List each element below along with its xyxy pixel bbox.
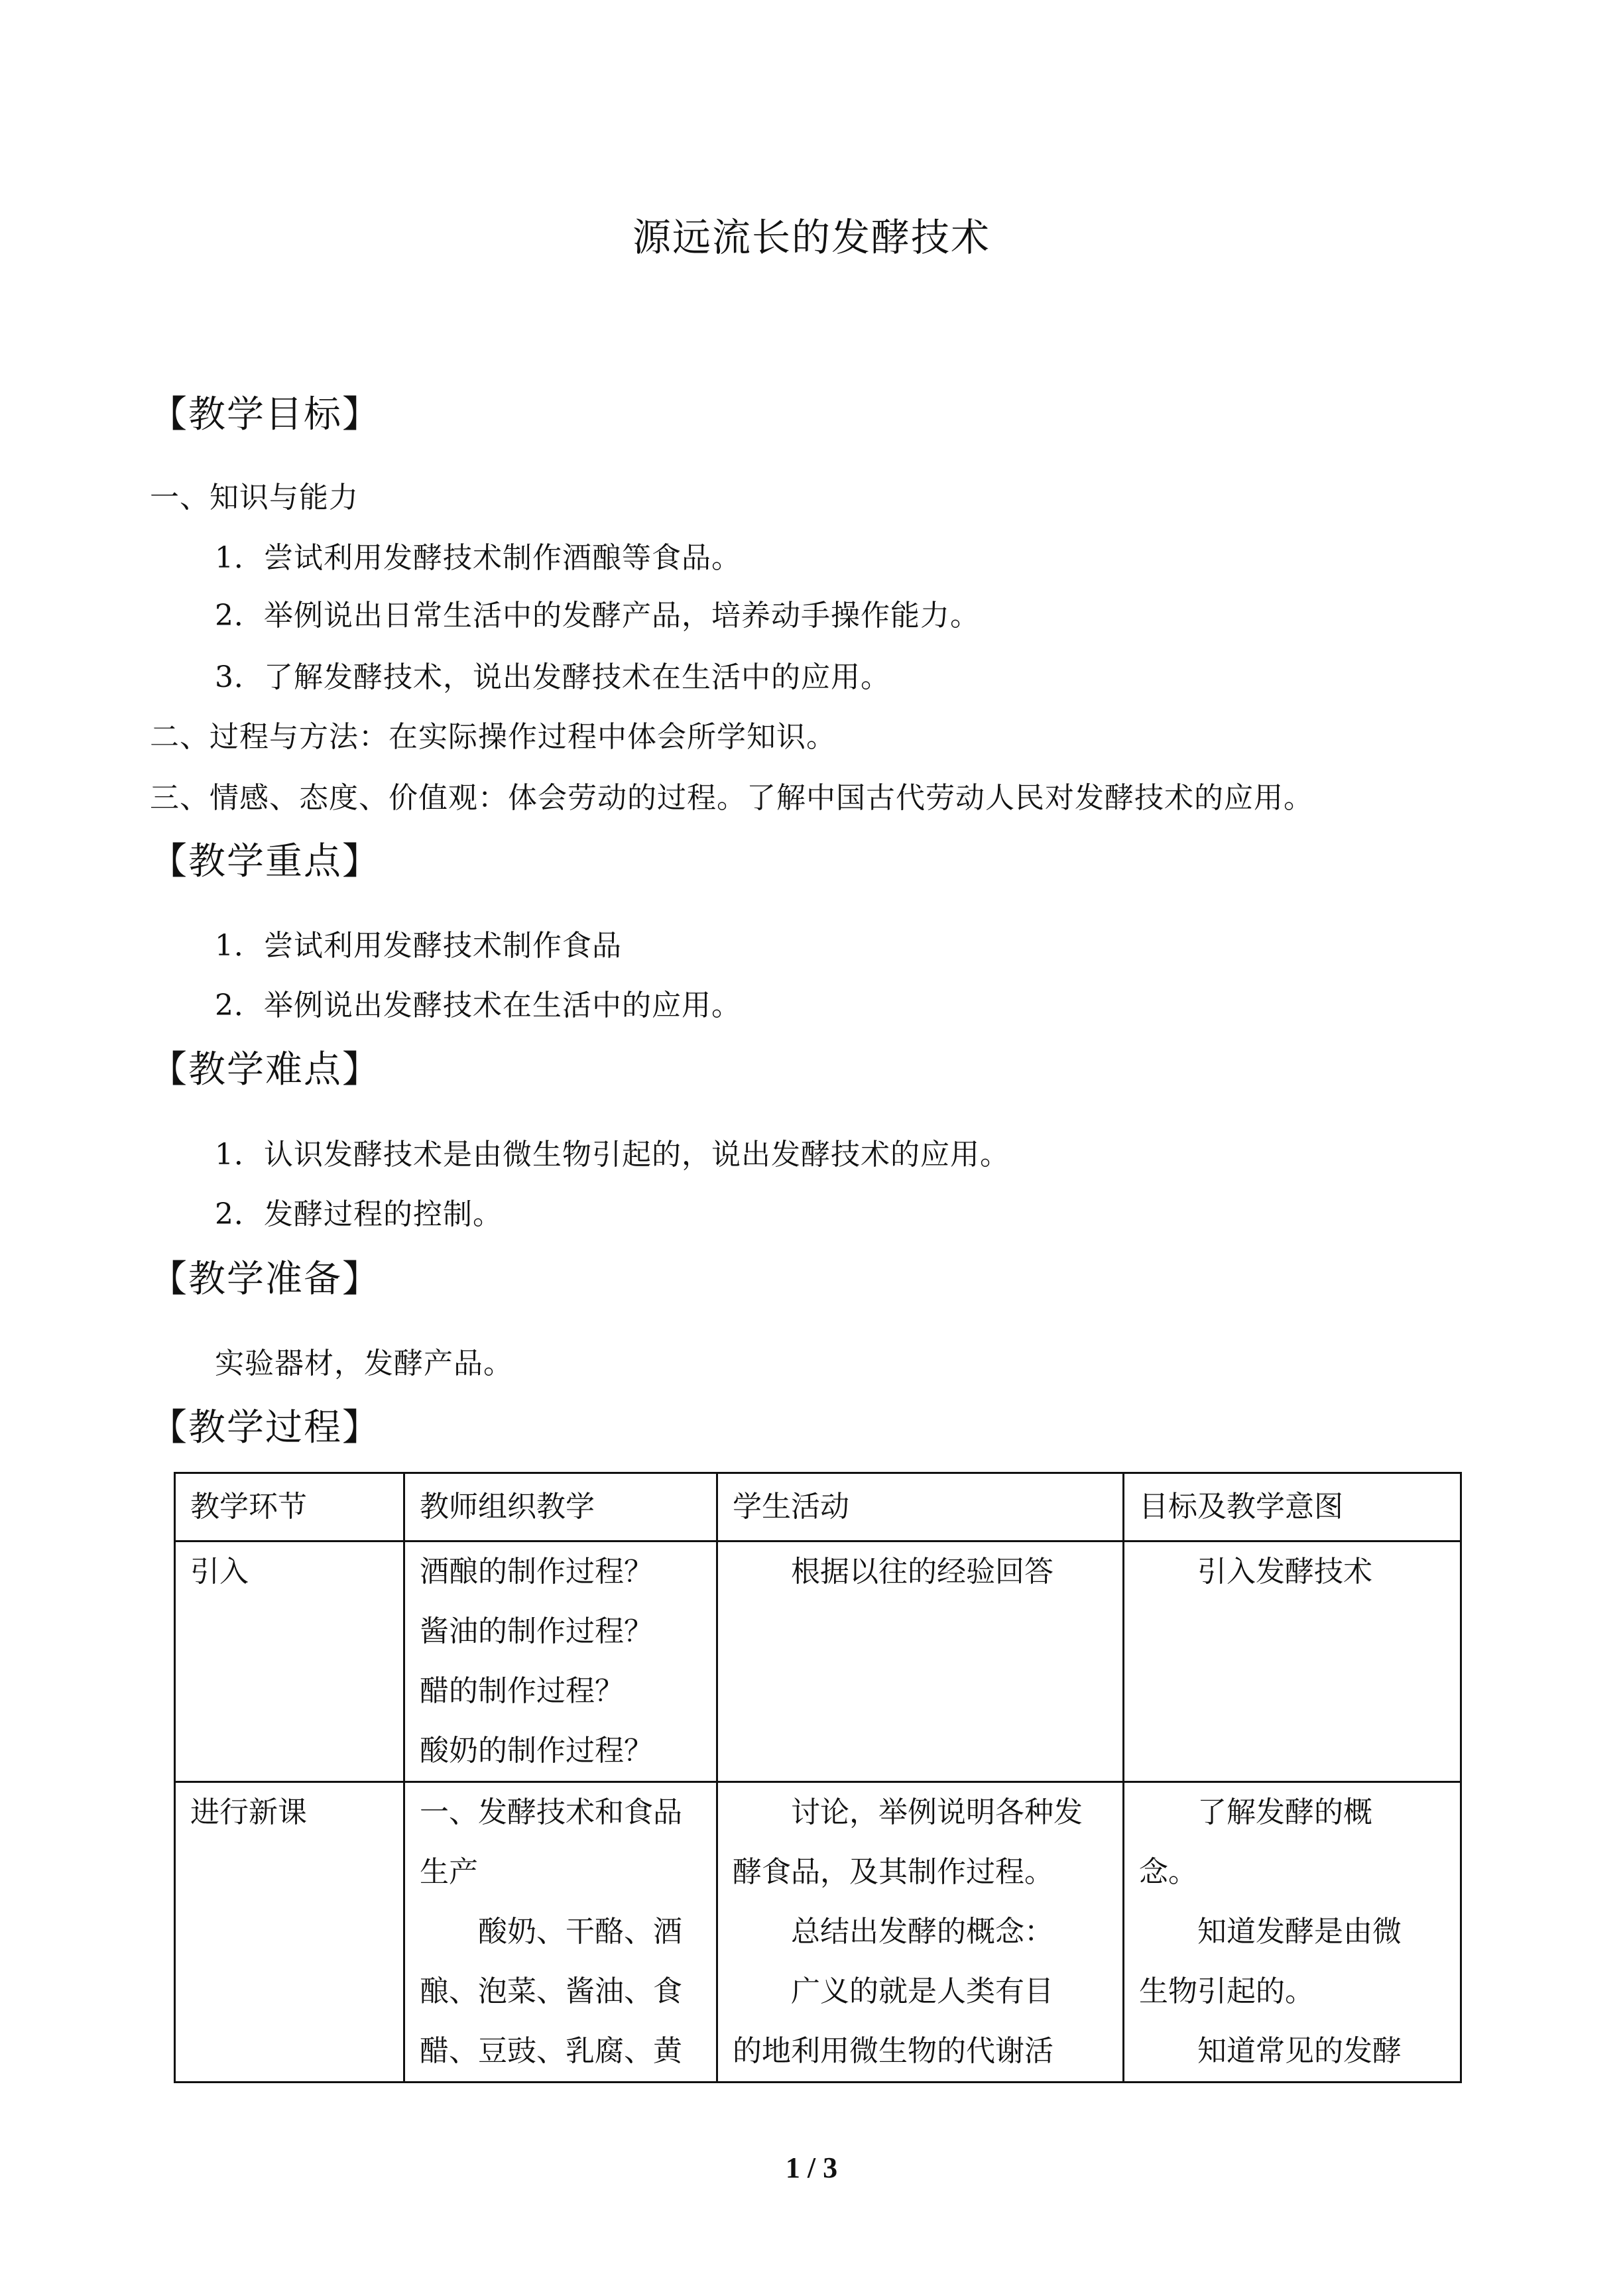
student-cell: [717, 1541, 1124, 1782]
key-points-heading: 【教学重点】: [150, 840, 381, 883]
cell-text: 广义的就是人类有目: [791, 1974, 1053, 2008]
column-header-stage: 教学环节: [175, 1473, 404, 1541]
key-point-item: 1．尝试利用发酵技术制作食品: [215, 929, 622, 963]
teaching-process-table: [174, 1472, 1462, 2083]
column-header-goal: 目标及教学意图: [1124, 1473, 1461, 1541]
objective-item: 3．了解发酵技术，说出发酵技术在生活中的应用。: [215, 660, 890, 694]
cell-text: 生物引起的。: [1139, 1974, 1314, 2008]
difficulty-item: 1．认识发酵技术是由微生物引起的，说出发酵技术的应用。: [215, 1138, 1010, 1172]
teacher-cell: [404, 1782, 717, 2083]
goal-cell: [1124, 1782, 1461, 2083]
cell-text: 知道发酵是由微: [1197, 1915, 1402, 1949]
cell-text: 根据以往的经验回答: [791, 1555, 1053, 1589]
cell-text: 一、发酵技术和食品: [420, 1795, 682, 1829]
column-header-student: 学生活动: [717, 1473, 1124, 1541]
cell-text: 醋的制作过程？: [420, 1674, 624, 1708]
table-header-row: [175, 1473, 1461, 1541]
cell-text: 生产: [420, 1855, 478, 1889]
cell-text: 总结出发酵的概念：: [791, 1915, 1053, 1949]
process-method-line: 二、过程与方法：在实际操作过程中体会所学知识。: [150, 720, 836, 754]
objective-item: 2．举例说出日常生活中的发酵产品，培养动手操作能力。: [215, 599, 980, 633]
preparation-text: 实验器材，发酵产品。: [215, 1347, 513, 1380]
cell-text: 酵食品，及其制作过程。: [733, 1855, 1053, 1889]
cell-text: 醋、豆豉、乳腐、黄: [420, 2034, 682, 2068]
difficulty-item: 2．发酵过程的控制。: [215, 1197, 503, 1231]
table-row: [175, 1541, 1461, 1782]
cell-text: 引入发酵技术: [1197, 1555, 1372, 1589]
preparation-heading: 【教学准备】: [150, 1258, 381, 1301]
cell-text: 知道常见的发酵: [1197, 2034, 1402, 2068]
student-cell: [717, 1782, 1124, 2083]
objective-item: 1．尝试利用发酵技术制作酒酿等食品。: [215, 541, 741, 575]
cell-text: 酸奶、干酪、酒: [478, 1915, 682, 1949]
emotion-line: 三、情感、态度、价值观：体会劳动的过程。了解中国古代劳动人民对发酵技术的应用。: [150, 781, 1313, 815]
cell-text: 酒酿的制作过程？: [420, 1555, 653, 1589]
cell-text: 酸奶的制作过程？: [420, 1734, 653, 1768]
stage-cell: [175, 1541, 404, 1782]
objectives-heading: 【教学目标】: [150, 393, 381, 436]
cell-text: 酿、泡菜、酱油、食: [420, 1974, 682, 2008]
page-number: 1 / 3: [785, 2151, 838, 2184]
key-point-item: 2．举例说出发酵技术在生活中的应用。: [215, 989, 741, 1022]
difficulties-heading: 【教学难点】: [150, 1048, 381, 1091]
cell-text: 进行新课: [190, 1795, 307, 1829]
page-title: 源远流长的发酵技术: [632, 215, 991, 260]
column-header-teacher: 教师组织教学: [404, 1473, 717, 1541]
process-heading: 【教学过程】: [150, 1406, 381, 1449]
goal-cell: [1124, 1541, 1461, 1782]
cell-text: 的地利用微生物的代谢活: [733, 2034, 1053, 2068]
teacher-cell: [404, 1541, 717, 1782]
cell-text: 了解发酵的概: [1197, 1795, 1372, 1829]
table-row: [175, 1782, 1461, 2083]
knowledge-heading: 一、知识与能力: [150, 481, 359, 514]
cell-text: 念。: [1139, 1855, 1197, 1889]
stage-cell: [175, 1782, 404, 2083]
cell-text: 酱油的制作过程？: [420, 1614, 653, 1648]
cell-text: 引入: [190, 1555, 249, 1589]
cell-text: 讨论，举例说明各种发: [791, 1795, 1083, 1829]
